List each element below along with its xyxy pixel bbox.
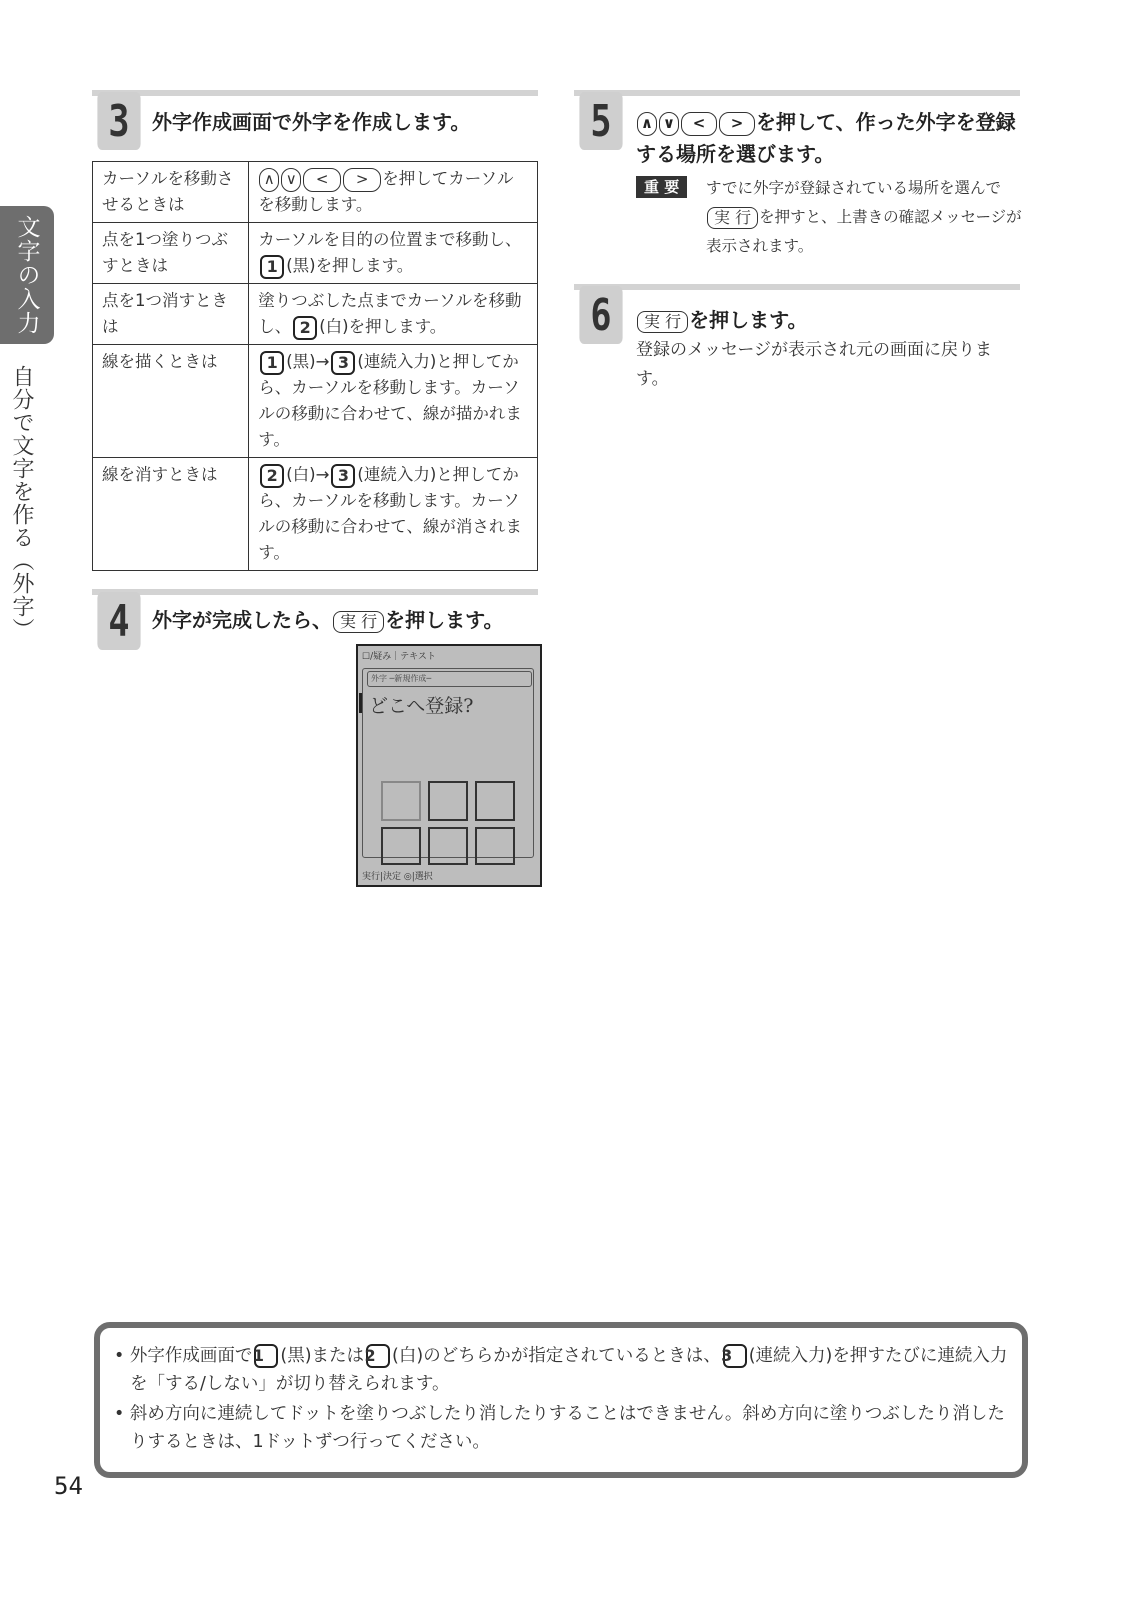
table-row [93, 162, 538, 223]
up-key: ∧ [637, 112, 657, 136]
step5-title-text: を押して、作った外字を登録する場所を選びます。 [636, 110, 1016, 166]
key-2: 2 [260, 464, 284, 488]
important-badge [636, 176, 687, 198]
row-desc-text: (黒)を押します。 [286, 256, 414, 275]
step3-title: 外字作成画面で外字を作成します。 [152, 110, 471, 134]
slot-cell[interactable] [475, 781, 515, 821]
phone-header: ☐/疑み｜テキスト [362, 652, 436, 662]
note-text: 外字作成画面で [129, 1346, 253, 1366]
section-tab: 文字の入力 [0, 206, 54, 344]
important-badge-label: 重 要 [636, 176, 687, 198]
step4-number: 4 [97, 592, 140, 650]
row-desc-text: 塗りつぶした点までカーソルを移動し、 [258, 291, 522, 336]
step4-title-text: 外字が完成したら、 [152, 608, 332, 632]
execute-key: 実 行 [637, 311, 688, 333]
step3-number: 3 [97, 92, 140, 150]
table-row [93, 284, 538, 345]
row-when: 線を消すときは [93, 458, 249, 571]
step5-number: 5 [579, 92, 622, 150]
table-row [93, 345, 538, 458]
down-key: ∨ [281, 168, 301, 192]
step5-title [636, 106, 1024, 170]
row-desc-text: (白)を押します。 [319, 317, 447, 336]
row-desc [249, 345, 538, 458]
note-text: (連続入力)を押すたびに連続入力を「する/しない」が切り替えられます。 [130, 1346, 1008, 1394]
key-3: 3 [331, 464, 355, 488]
row-when: 点を1つ塗りつぶすときは [93, 223, 249, 284]
step6-number: 6 [579, 286, 622, 344]
key-2: 2 [366, 1344, 390, 1368]
row-desc-text: を押してカーソルを移動します。 [258, 169, 514, 214]
text-cursor [359, 693, 362, 713]
important-note-text: すでに外字が登録されている場所を選んで [706, 179, 1001, 197]
slot-cell[interactable] [428, 827, 468, 865]
row-when: 点を1つ消すときは [93, 284, 249, 345]
execute-key: 実 行 [707, 207, 758, 229]
key-1: 1 [254, 1344, 278, 1368]
row-when: 線を描くときは [93, 345, 249, 458]
page-number: 54 [54, 1472, 83, 1500]
key-1: 1 [260, 351, 284, 375]
step4-bar [92, 589, 538, 595]
step6-title [636, 304, 808, 336]
operations-table [92, 161, 538, 571]
important-note-text: を押すと、上書きの確認メッセージが表示されます。 [706, 208, 1022, 255]
slot-cell[interactable] [428, 781, 468, 821]
note-text: (白)のどちらかが指定されているときは、 [392, 1346, 721, 1366]
important-note [706, 174, 1022, 261]
left-key: < [681, 112, 717, 136]
section-subtitle: 自分で文字を作る（外字） [9, 365, 34, 641]
row-desc-text: カーソルを目的の位置まで移動し、 [258, 230, 522, 249]
key-2: 2 [293, 316, 317, 340]
step4-title-text: を押します。 [385, 608, 504, 632]
step6-bar [574, 284, 1020, 290]
note-box [94, 1322, 1028, 1478]
note-text: (黒)または [280, 1346, 365, 1366]
step5-bar [574, 90, 1020, 96]
step3-bar [92, 90, 538, 96]
table-row [93, 458, 538, 571]
phone-dialog [362, 668, 534, 858]
execute-key: 実 行 [333, 611, 384, 633]
phone-screen [356, 644, 542, 887]
step6-title-text: を押します。 [689, 308, 808, 332]
slot-cell[interactable] [381, 781, 421, 821]
row-desc [249, 284, 538, 345]
phone-softkeys: 実行|決定 ◎|選択 [362, 872, 433, 882]
row-desc [249, 458, 538, 571]
right-key: > [719, 112, 755, 136]
slot-cell[interactable] [475, 827, 515, 865]
row-desc-text: (白)→ [286, 465, 330, 484]
table-row [93, 223, 538, 284]
row-when: カーソルを移動させるときは [93, 162, 249, 223]
phone-tab: 外字 ─新規作成─ [367, 671, 532, 687]
note-item: • 斜め方向に連続してドットを塗りつぶしたり消したりすることはできません。斜め方向に塗りつぶしたり消したりするときは、1ドットずつ行ってください。 [114, 1404, 1005, 1452]
note-item: • 外字作成画面で1 (黒)または2 (白)のどちらかが指定されているときは、3 (連続入力)を押すたびに連続入力を「する/しない」が切り替えられます。 [114, 1346, 1008, 1394]
phone-question: どこへ登録? [369, 695, 474, 717]
down-key: ∨ [659, 112, 679, 136]
slot-cell[interactable] [381, 827, 421, 865]
right-key: > [343, 168, 381, 192]
step6-body: 登録のメッセージが表示され元の画面に戻ります。 [636, 340, 992, 389]
row-desc [249, 223, 538, 284]
row-desc-text: (黒)→ [286, 352, 330, 371]
left-key: < [303, 168, 341, 192]
key-3: 3 [331, 351, 355, 375]
note-text: 斜め方向に連続してドットを塗りつぶしたり消したりすることはできません。斜め方向に塗りつぶしたり消したりするときは、1ドットずつ行ってください。 [129, 1404, 1005, 1452]
key-1: 1 [260, 255, 284, 279]
row-desc-text: (連続入力)と押してから、カーソルを移動します。カーソルの移動に合わせて、線が消されます。 [258, 465, 522, 562]
row-desc-text: (連続入力)と押してから、カーソルを移動します。カーソルの移動に合わせて、線が描かれます。 [258, 352, 522, 449]
step4-title [152, 604, 504, 636]
up-key: ∧ [259, 168, 279, 192]
key-3: 3 [723, 1344, 747, 1368]
row-desc [249, 162, 538, 223]
